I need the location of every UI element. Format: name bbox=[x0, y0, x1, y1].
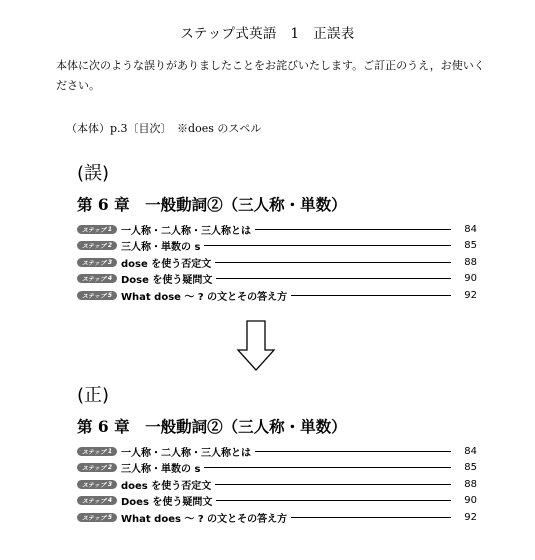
toc-row bbox=[77, 254, 477, 271]
toc-entry-text: Dose を使う疑問文 bbox=[121, 275, 213, 287]
toc-row bbox=[77, 460, 477, 477]
toc-row bbox=[77, 221, 477, 238]
toc-entry-text: 一人称・二人称・三人称とは bbox=[121, 225, 251, 237]
step-badge: ステップ 1 bbox=[77, 447, 117, 456]
page-number: 92 bbox=[464, 289, 477, 301]
page-number: 85 bbox=[464, 462, 477, 474]
page-number: 92 bbox=[464, 511, 477, 523]
step-badge: ステップ 5 bbox=[77, 513, 117, 522]
toc-row bbox=[77, 271, 477, 288]
page-number: 90 bbox=[464, 273, 477, 285]
page-number: 84 bbox=[464, 223, 477, 235]
intro-text: 本体に次のような誤りがありましたことをお詫びいたします。ご訂正のうえ，お使いください。 bbox=[56, 59, 485, 92]
wrong-label: (誤) bbox=[77, 163, 110, 184]
down-arrow-icon bbox=[236, 320, 276, 372]
step-badge: ステップ 5 bbox=[77, 291, 117, 300]
leader-line bbox=[215, 262, 451, 263]
toc-row bbox=[77, 509, 477, 526]
page-number: 88 bbox=[464, 478, 477, 490]
leader-line bbox=[255, 229, 451, 230]
toc-entry-text: 一人称・二人称・三人称とは bbox=[121, 447, 251, 459]
page-number: 85 bbox=[464, 240, 477, 252]
step-badge: ステップ 2 bbox=[77, 463, 117, 472]
correct-toc bbox=[77, 443, 477, 526]
leader-line bbox=[204, 245, 451, 246]
page-title: ステップ式英語 1 正誤表 bbox=[180, 26, 355, 42]
toc-row bbox=[77, 287, 477, 304]
leader-line bbox=[291, 517, 451, 518]
toc-row bbox=[77, 493, 477, 510]
wrong-section bbox=[77, 163, 477, 304]
toc-entry-text: What dose ～ ? の文とその答え方 bbox=[121, 291, 288, 303]
leader-line bbox=[204, 467, 451, 468]
step-badge: ステップ 3 bbox=[77, 258, 117, 267]
page-number: 88 bbox=[464, 256, 477, 268]
leader-line bbox=[216, 278, 451, 279]
correct-label: (正) bbox=[77, 385, 110, 406]
toc-row bbox=[77, 238, 477, 255]
leader-line bbox=[255, 451, 451, 452]
step-badge: ステップ 3 bbox=[77, 480, 117, 489]
toc-entry-text: Does を使う疑問文 bbox=[121, 497, 213, 509]
toc-row bbox=[77, 476, 477, 493]
step-badge: ステップ 2 bbox=[77, 241, 117, 250]
step-badge: ステップ 4 bbox=[77, 274, 117, 283]
toc-row bbox=[77, 443, 477, 460]
leader-line bbox=[291, 295, 451, 296]
wrong-toc bbox=[77, 221, 477, 304]
toc-entry-text: dose を使う否定文 bbox=[121, 258, 212, 270]
toc-entry-text: What does ～ ? の文とその答え方 bbox=[121, 513, 288, 525]
leader-line bbox=[216, 500, 451, 501]
correct-chapter-heading: 第 6 章 一般動詞②（三人称・単数） bbox=[77, 417, 347, 436]
toc-entry-text: 三人称・単数の s bbox=[121, 242, 201, 254]
reference-note: （本体）p.3〔目次〕 ※does のスペル bbox=[66, 122, 262, 135]
toc-entry-text: does を使う否定文 bbox=[121, 480, 212, 492]
page-number: 90 bbox=[464, 495, 477, 507]
wrong-chapter-heading: 第 6 章 一般動詞②（三人称・単数） bbox=[77, 195, 347, 214]
step-badge: ステップ 1 bbox=[77, 225, 117, 234]
toc-entry-text: 三人称・単数の s bbox=[121, 464, 201, 476]
leader-line bbox=[215, 484, 451, 485]
step-badge: ステップ 4 bbox=[77, 496, 117, 505]
correct-section bbox=[77, 385, 477, 526]
page-number: 84 bbox=[464, 445, 477, 457]
